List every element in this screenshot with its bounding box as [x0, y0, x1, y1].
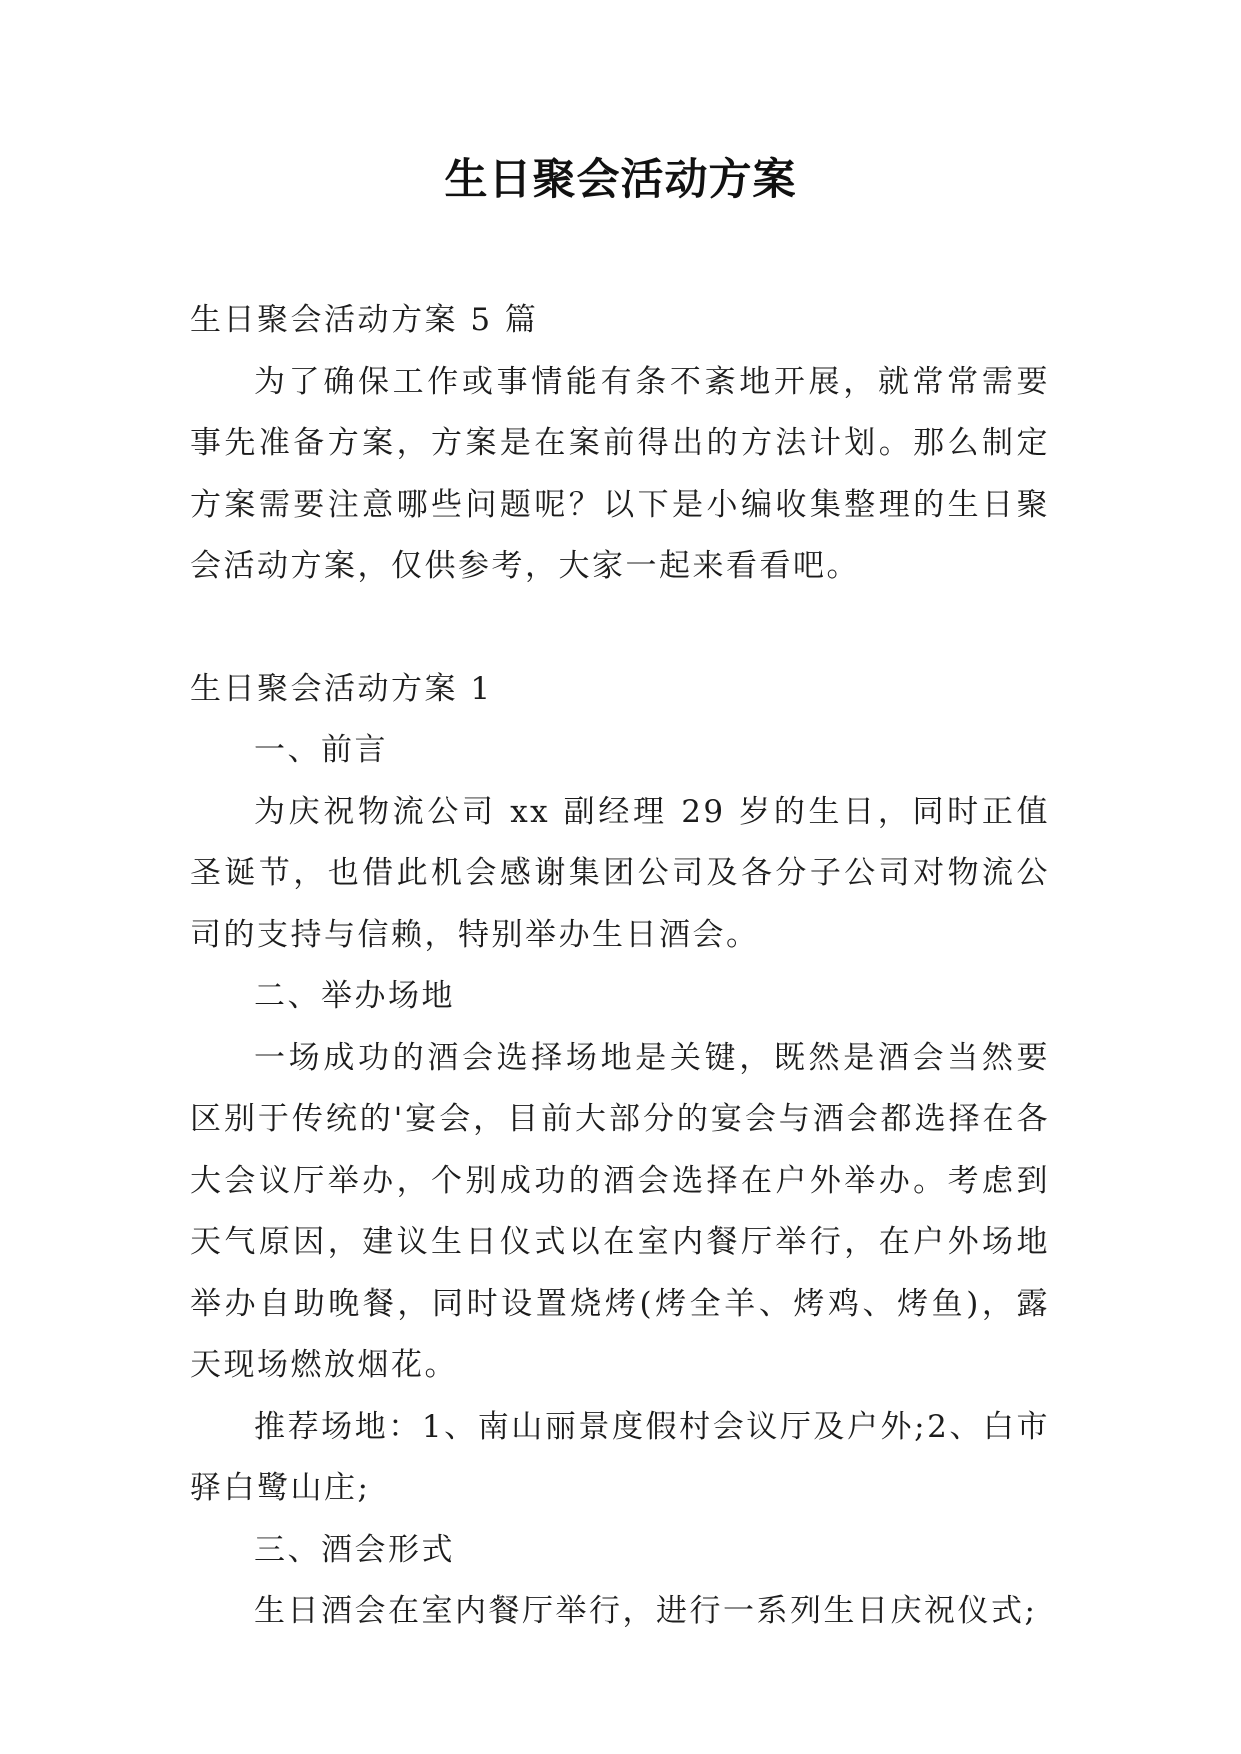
section-heading-plan-1: 生日聚会活动方案 1 [190, 670, 493, 707]
document-title: 生日聚会活动方案 [444, 155, 797, 205]
format-paragraph: 生日酒会在室内餐厅举行，进行一系列生日庆祝仪式; [254, 1593, 1038, 1629]
heading-preface: 一、前言 [254, 732, 388, 768]
heading-format: 三、酒会形式 [254, 1531, 455, 1568]
intro-paragraph: 为了确保工作或事情能有条不紊地开展，就常常需要事先准备方案，方案是在案前得出的方法计划。那么制定方案需要注意哪些问题呢？以下是小编收集整理的生日聚会活动方案，仅供参考，大家一起来看看吧。 [190, 363, 1050, 584]
document-body [190, 290, 1050, 1643]
preface-paragraph: 为庆祝物流公司 xx 副经理 29 岁的生日，同时正值圣诞节，也借此机会感谢集团公司及各分子公司对物流公司的支持与信赖，特别举办生日酒会。 [190, 793, 1050, 953]
heading-venue: 二、举办场地 [254, 978, 455, 1014]
recommended-venues: 推荐场地：1、南山丽景度假村会议厅及户外;2、白市驿白鹭山庄; [190, 1408, 1050, 1506]
venue-paragraph: 一场成功的酒会选择场地是关键，既然是酒会当然要区别于传统的'宴会，目前大部分的宴会与酒会都选择在各大会议厅举办，个别成功的酒会选择在户外举办。考虑到天气原因，建议生日仪式以在室内餐厅举行，在户外场地举办自助晚餐，同时设置烧烤(烤全羊、烤鸡、烤鱼)，露天现场燃放烟花。 [190, 1039, 1050, 1383]
series-subtitle: 生日聚会活动方案 5 篇 [190, 302, 539, 338]
